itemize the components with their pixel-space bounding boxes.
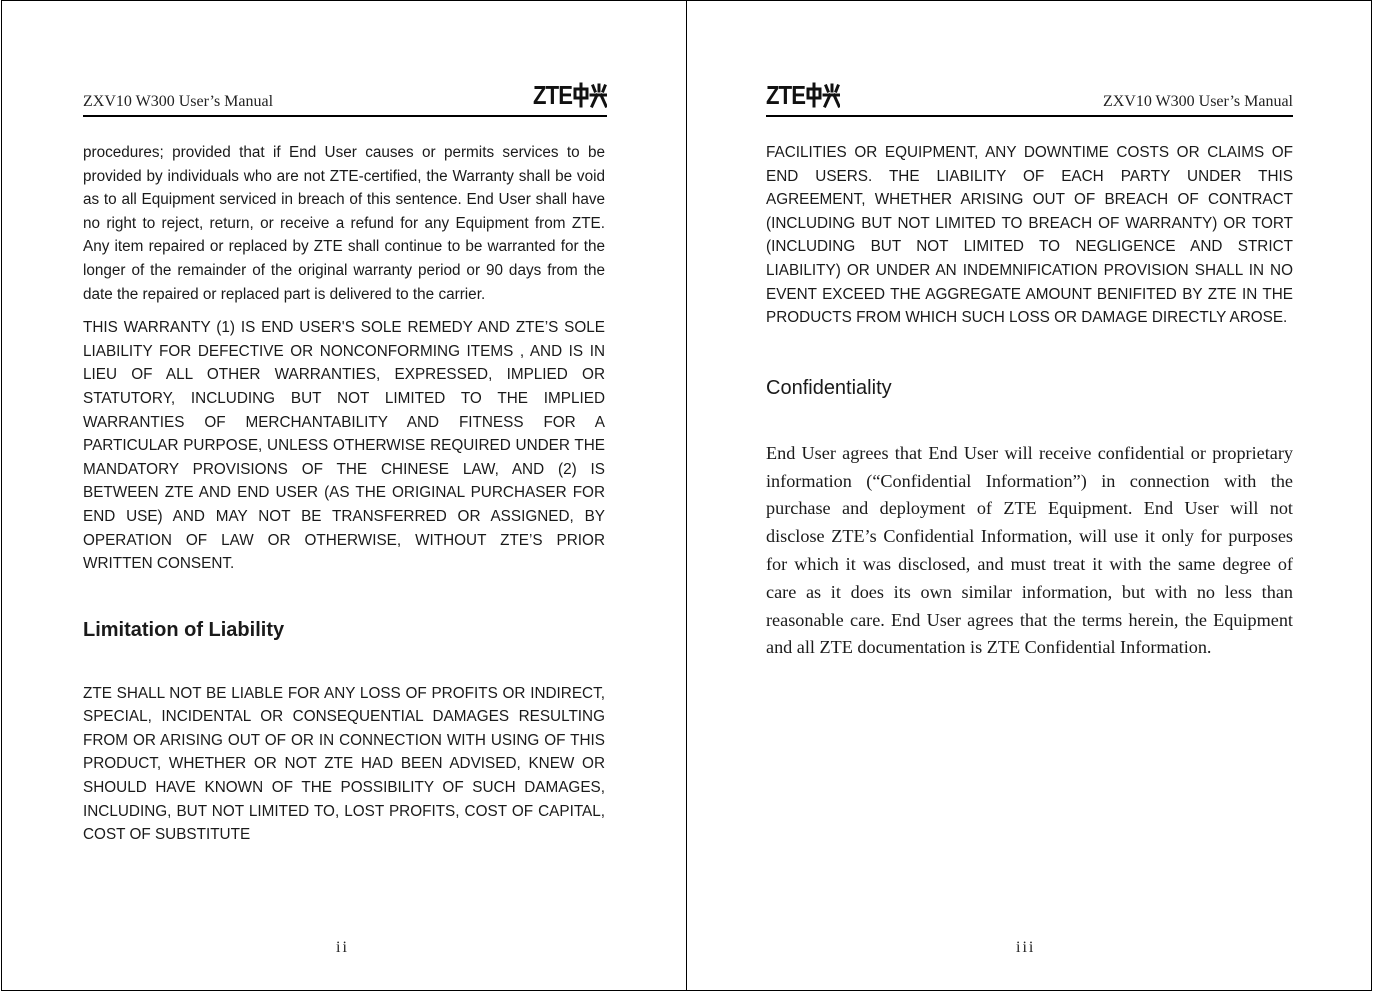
page-number: iii bbox=[1016, 939, 1036, 956]
section-heading: Confidentiality bbox=[766, 376, 892, 399]
zte-logo bbox=[533, 81, 607, 109]
page-number: ii bbox=[336, 939, 349, 956]
confidentiality-paragraph: End User agrees that End User will receive confidential or proprietary information (“Confidential Information”) in connection with the purchase and deployment of ZTE Equipment. End User will not disclose ZTE’s Confidential Information, will use it only for purposes for which it was disclosed, and must treat it with the same degree of care as it does its own similar information, but with no less than reasonable care. End User agrees that the terms herein, the Equipment and all ZTE documentation is ZTE Confidential Information. bbox=[766, 442, 1293, 658]
liability-continued-paragraph: FACILITIES OR EQUIPMENT, ANY DOWNTIME COSTS OR CLAIMS OF END USERS. THE LIABILITY OF EACH PARTY UNDER THIS AGREEMENT, WHETHER ARISING OUT OF BREACH OF CONTRACT (INCLUDING BUT NOT LIMITED TO BREACH OF WARRANTY) OR TORT (INCLUDING BUT NOT LIMITED TO NEGLIGENCE AND STRICT LIABILITY) OR UNDER AN INDEMNIFICATION PROVISION SHALL IN NO EVENT EXCEED THE AGGREGATE AMOUNT BENIFITED BY ZTE IN THE PRODUCTS FROM WHICH SUCH LOSS OR DAMAGE DIRECTLY AROSE. bbox=[766, 144, 1293, 327]
zte-logo bbox=[766, 81, 840, 109]
logo-chinese-glyphs-icon bbox=[573, 82, 607, 108]
page-content bbox=[83, 141, 605, 857]
logo-text: ZTE bbox=[766, 80, 806, 110]
liability-paragraph: ZTE SHALL NOT BE LIABLE FOR ANY LOSS OF PROFITS OR INDIRECT, SPECIAL, INCIDENTAL OR CONSEQUENTIAL DAMAGES RESULTING FROM OR ARISING OUT OF OR IN CONNECTION WITH USING OF THIS PRODUCT, WHETHER OR NOT ZTE HAD BEEN ADVISED, KNEW OR SHOULD HAVE KNOWN OF THE POSSIBILITY OF SUCH DAMAGES, INCLUDING, BUT NOT LIMITED TO, LOST PROFITS, COST OF CAPITAL, COST OF SUBSTITUTE bbox=[83, 684, 605, 844]
right-page bbox=[686, 0, 1372, 991]
logo-chinese-glyphs-icon bbox=[806, 82, 840, 108]
warranty-paragraph: THIS WARRANTY (1) IS END USER'S SOLE REMEDY AND ZTE’S SOLE LIABILITY FOR DEFECTIVE OR NONCONFORMING ITEMS , AND IS IN LIEU OF ALL OTHER WARRANTIES, EXPRESSED, IMPLIED OR STATUTORY, INCLUDING BUT NOT LIMITED TO THE IMPLIED WARRANTIES OF MERCHANTABILITY AND FITNESS FOR A PARTICULAR PURPOSE, UNLESS OTHERWISE REQUIRED UNDER THE MANDATORY PROVISIONS OF THE CHINESE LAW, AND (2) IS BETWEEN ZTE AND END USER (AS THE ORIGINAL PURCHASER FOR END USE) AND MAY NOT BE TRANSFERRED OR ASSIGNED, BY OPERATION OF LAW OR OTHERWISE, WITHOUT ZTE’S PRIOR WRITTEN CONSENT. bbox=[83, 319, 605, 573]
manual-title: ZXV10 W300 User’s Manual bbox=[1102, 93, 1293, 110]
manual-title: ZXV10 W300 User’s Manual bbox=[83, 93, 274, 110]
page-header bbox=[766, 81, 1293, 117]
left-page bbox=[1, 0, 687, 991]
body-paragraph: procedures; provided that if End User causes or permits services to be provided by individuals who are not ZTE-certified, the Warranty shall be void as to all Equipment serviced in breach of this sentence. End User shall have no right to reject, return, or receive a refund for any Equipment from ZTE. Any item repaired or replaced by ZTE shall continue to be warranted for the longer of the remainder of the original warranty period or 90 days from the date the repaired or replaced part is delivered to the carrier. bbox=[83, 144, 605, 303]
page-header bbox=[83, 81, 607, 117]
page-content bbox=[766, 141, 1293, 662]
logo-text: ZTE bbox=[532, 80, 573, 110]
section-heading: Limitation of Liability bbox=[83, 618, 285, 641]
